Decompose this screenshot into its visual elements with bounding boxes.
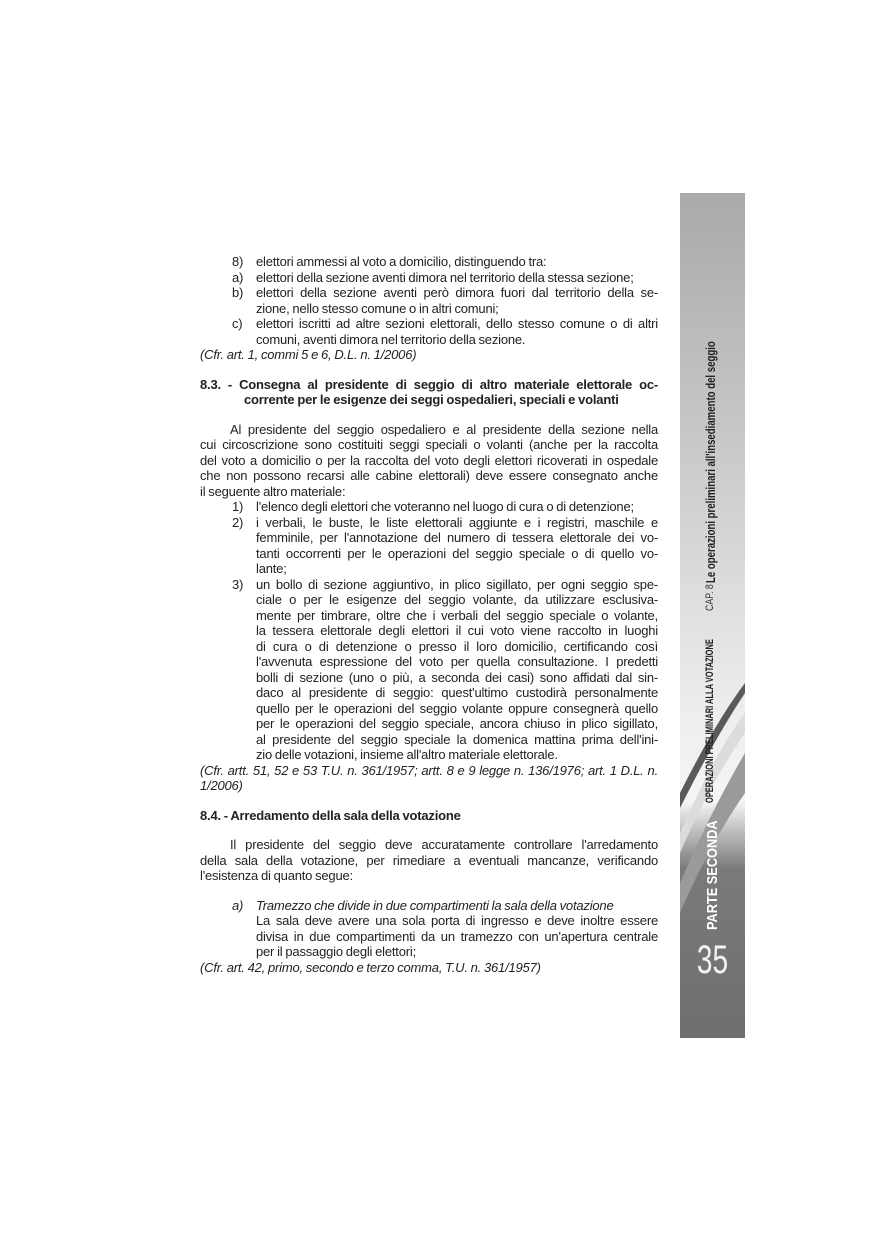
text-line: cui circoscrizione sono costituiti seggi speciali o volanti (anche per la raccolta [200, 437, 658, 452]
text-line: del voto a domicilio o per la raccolta del voto degli elettori ricoverati in ospedale [200, 452, 658, 468]
text-line: elettori ammessi al voto a domicilio, distinguendo tra: [256, 254, 547, 269]
text-line: la tessera elettorale degli elettori il cui voto viene raccolto in luoghi [256, 623, 658, 638]
item-number: a) [232, 269, 244, 285]
text-column [200, 254, 658, 975]
chapter-label: CAP. 8 [704, 584, 716, 611]
citation [200, 347, 658, 363]
text-line: per il passaggio degli elettori; [256, 944, 416, 959]
text-line: lante; [256, 561, 287, 576]
text-line: Il presidente del seggio deve accuratamente controllare l'arredamento [230, 837, 658, 852]
item-title: Tramezzo che divide in due compartimenti la sala della votazione [256, 897, 614, 913]
page-number: 35 [696, 938, 729, 982]
text-line: comuni, aventi dimora nel territorio della sezione. [256, 331, 526, 347]
text-line: al presidente del seggio speciale la domenica mattina prima dell'ini- [256, 731, 658, 747]
paragraph-intro-8-3 [200, 422, 658, 500]
text-line: zione, nello stesso comune o in altri comuni; [256, 300, 499, 316]
list-item [200, 515, 658, 577]
part-label: PARTE SECONDA [704, 820, 721, 930]
item-number: 8) [232, 254, 244, 269]
item-number: 3) [232, 576, 244, 592]
section-heading-8-4 [200, 808, 658, 824]
list-item [200, 285, 658, 316]
text-line: 8.4. - Arredamento della sala della votazione [200, 807, 461, 823]
text-line: ciale o per le esigenze del seggio volante, da utilizzare esclusiva- [256, 592, 658, 607]
list-item [200, 270, 658, 286]
text-line: della sala della votazione, per rimediare a eventuali mancanze, verificando [200, 852, 658, 868]
text-line: l'elenco degli elettori che voteranno nel luogo di cura o di detenzione; [256, 499, 634, 514]
text-line: Al presidente del seggio ospedaliero e al presidente della sezione nella [230, 421, 658, 437]
text-line: (Cfr. art. 1, commi 5 e 6, D.L. n. 1/2006) [200, 347, 417, 362]
text-line: daco al presidente di seggio: quest'ultimo custodirà personalmente [256, 685, 658, 700]
text-line: per le operazioni del seggio speciale, ancora chiuso in plico sigillato, [256, 716, 658, 731]
list-item [200, 577, 658, 763]
item-number: a) [232, 897, 244, 913]
text-line: zio delle votazioni, insieme all'altro materiale elettorale. [256, 747, 558, 762]
text-line: tanti occorrenti per le operazioni del seggio speciale o di quello vo- [256, 545, 658, 561]
text-line: bolli di sezione (uno o più, a seconda dei casi) sono affidati dal sin- [256, 669, 658, 685]
text-line: l'avvenuta espressione del voto per quella consultazione. I predetti [256, 654, 658, 669]
text-line: (Cfr. art. 42, primo, secondo e terzo comma, T.U. n. 361/1957) [200, 959, 541, 975]
item-number: c) [232, 316, 243, 331]
text-line: divisa in due compartimenti da un tramezzo con un'apertura centrale [256, 928, 658, 944]
list-materiale [200, 499, 658, 763]
section-heading-8-3 [200, 377, 658, 408]
chapter-sidebar [680, 193, 745, 1038]
text-line: 1/2006) [200, 778, 243, 793]
item-number: 1) [232, 499, 244, 514]
text-line: femminile, per l'annotazione del numero di tessera elettorale dei vo- [256, 530, 658, 545]
item-number: b) [232, 285, 244, 300]
text-line: (Cfr. artt. 51, 52 e 53 T.U. n. 361/1957; artt. 8 e 9 legge n. 136/1976; art. 1 D.L. n. [200, 762, 658, 778]
text-line: di cura o di detenzione o presso il loro domicilio, certificando così [256, 638, 658, 654]
item-number: 2) [232, 514, 244, 530]
chapter-title: Le operazioni preliminari all'insediamento del seggio [703, 341, 718, 583]
text-line: un bollo di sezione aggiuntivo, in plico sigillato, per ogni seggio spe- [256, 576, 658, 592]
citation [200, 960, 658, 976]
text-line: quello per le operazioni del seggio volante oppure consegnerà quello [256, 700, 658, 716]
list-item [200, 499, 658, 515]
list-elettori-domicilio [200, 254, 658, 347]
paragraph-intro-8-4 [200, 837, 658, 884]
item-text [256, 913, 658, 960]
text-line: l'esistenza di quanto segue: [200, 868, 353, 883]
text-line: La sala deve avere una sola porta di ingresso e deve inoltre essere [256, 913, 658, 928]
text-line: che non possono recarsi alle cabine elettorali) deve essere consegnato anche [200, 468, 658, 483]
text-line: corrente per le esigenze dei seggi ospedalieri, speciali e volanti [244, 392, 619, 407]
list-item [200, 254, 658, 270]
text-line: elettori della sezione aventi però dimora fuori dal territorio della se- [256, 285, 658, 300]
text-line: i verbali, le buste, le liste elettorali aggiunte e i registri, maschile e [256, 514, 658, 530]
citation [200, 763, 658, 794]
text-line: elettori iscritti ad altre sezioni elettorali, dello stesso comune o di altri [256, 316, 658, 331]
list-item-tramezzo [200, 898, 658, 960]
text-line: il seguente altro materiale: [200, 483, 346, 499]
section-label: OPERAZIONI PRELIMINARI ALLA VOTAZIONE [704, 639, 716, 803]
list-item [200, 316, 658, 347]
text-line: 8.3. - Consegna al presidente di seggio di altro materiale elettorale oc- [200, 376, 658, 392]
text-line: mente per timbrare, oltre che i verbali del seggio speciale o volante, [256, 607, 658, 623]
text-line: elettori della sezione aventi dimora nel territorio della stessa sezione; [256, 269, 634, 285]
